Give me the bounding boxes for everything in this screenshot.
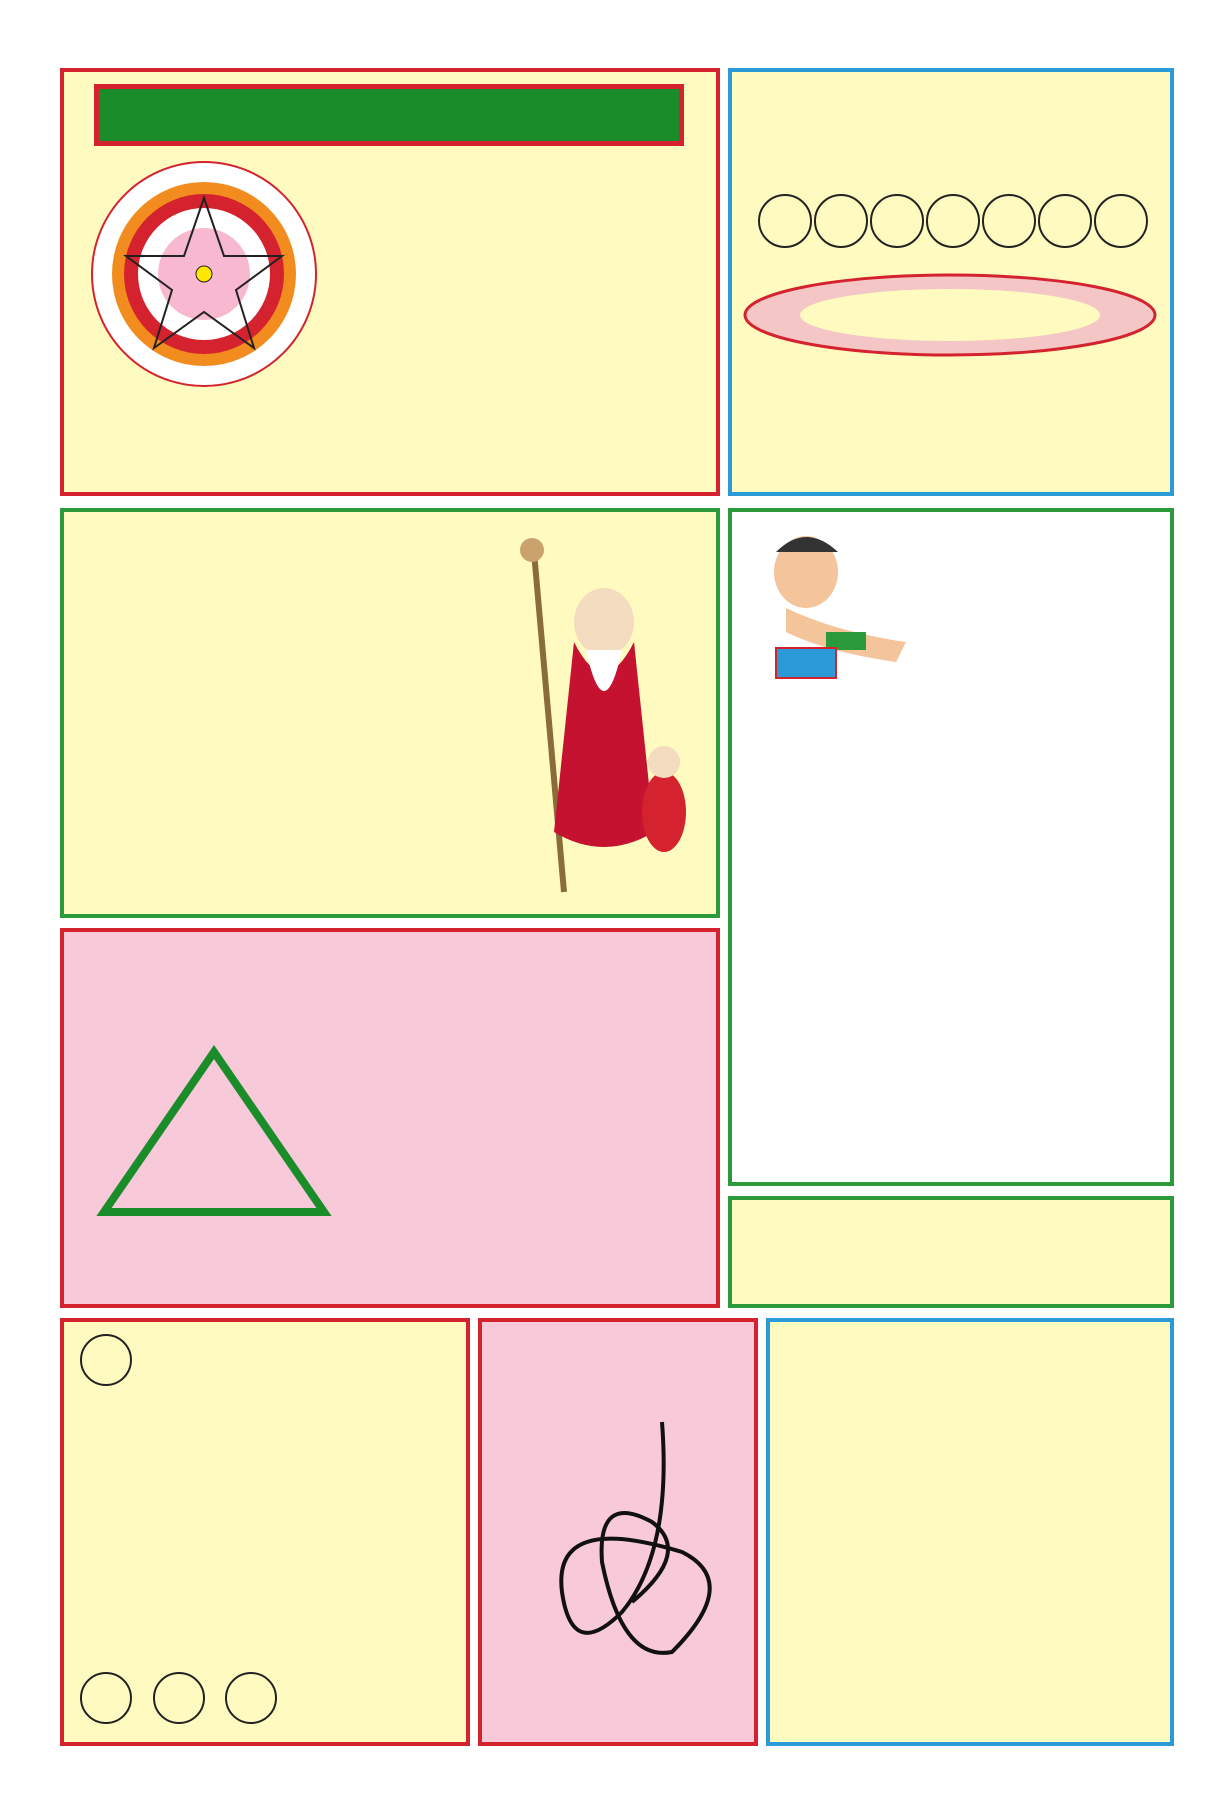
special-provide-number xyxy=(153,1672,205,1724)
border-bottom xyxy=(0,1757,1230,1795)
prediction-ball xyxy=(1094,194,1148,248)
guide-panel xyxy=(60,68,720,496)
special-panel xyxy=(60,1318,470,1746)
special-number xyxy=(80,1334,132,1386)
prediction-panel xyxy=(728,68,1174,496)
compass-chart xyxy=(84,154,324,394)
prediction-ball xyxy=(814,194,868,248)
special-provide-number xyxy=(225,1672,277,1724)
special-provide xyxy=(80,1672,285,1733)
immortal-figure-illustration xyxy=(504,532,704,902)
masthead-title xyxy=(480,0,780,52)
zengdao-panel xyxy=(766,1318,1174,1746)
poem-banner-decoration xyxy=(740,268,1160,362)
border-right xyxy=(1188,50,1228,1750)
prediction-ball xyxy=(1038,194,1092,248)
prediction-ball xyxy=(758,194,812,248)
cartoon-man-illustration xyxy=(746,522,916,692)
humor-panel xyxy=(728,508,1174,1186)
notice-panel xyxy=(728,1196,1174,1308)
xuanji-panel xyxy=(478,1318,758,1746)
prediction-balls xyxy=(758,194,1148,248)
prediction-ball xyxy=(870,194,924,248)
wongtaisin-body xyxy=(104,602,444,902)
guide-banner xyxy=(94,84,684,146)
special-provide-number xyxy=(80,1672,132,1724)
wongtaisin-panel xyxy=(60,508,720,918)
special-title xyxy=(80,1334,140,1395)
triangle-riddle-graphic xyxy=(84,1032,344,1232)
border-left xyxy=(2,50,42,1750)
shensuan-panel xyxy=(60,928,720,1308)
prediction-ball xyxy=(926,194,980,248)
prediction-ball xyxy=(982,194,1036,248)
scribble-graphic xyxy=(502,1412,742,1682)
guide-body xyxy=(332,162,684,402)
